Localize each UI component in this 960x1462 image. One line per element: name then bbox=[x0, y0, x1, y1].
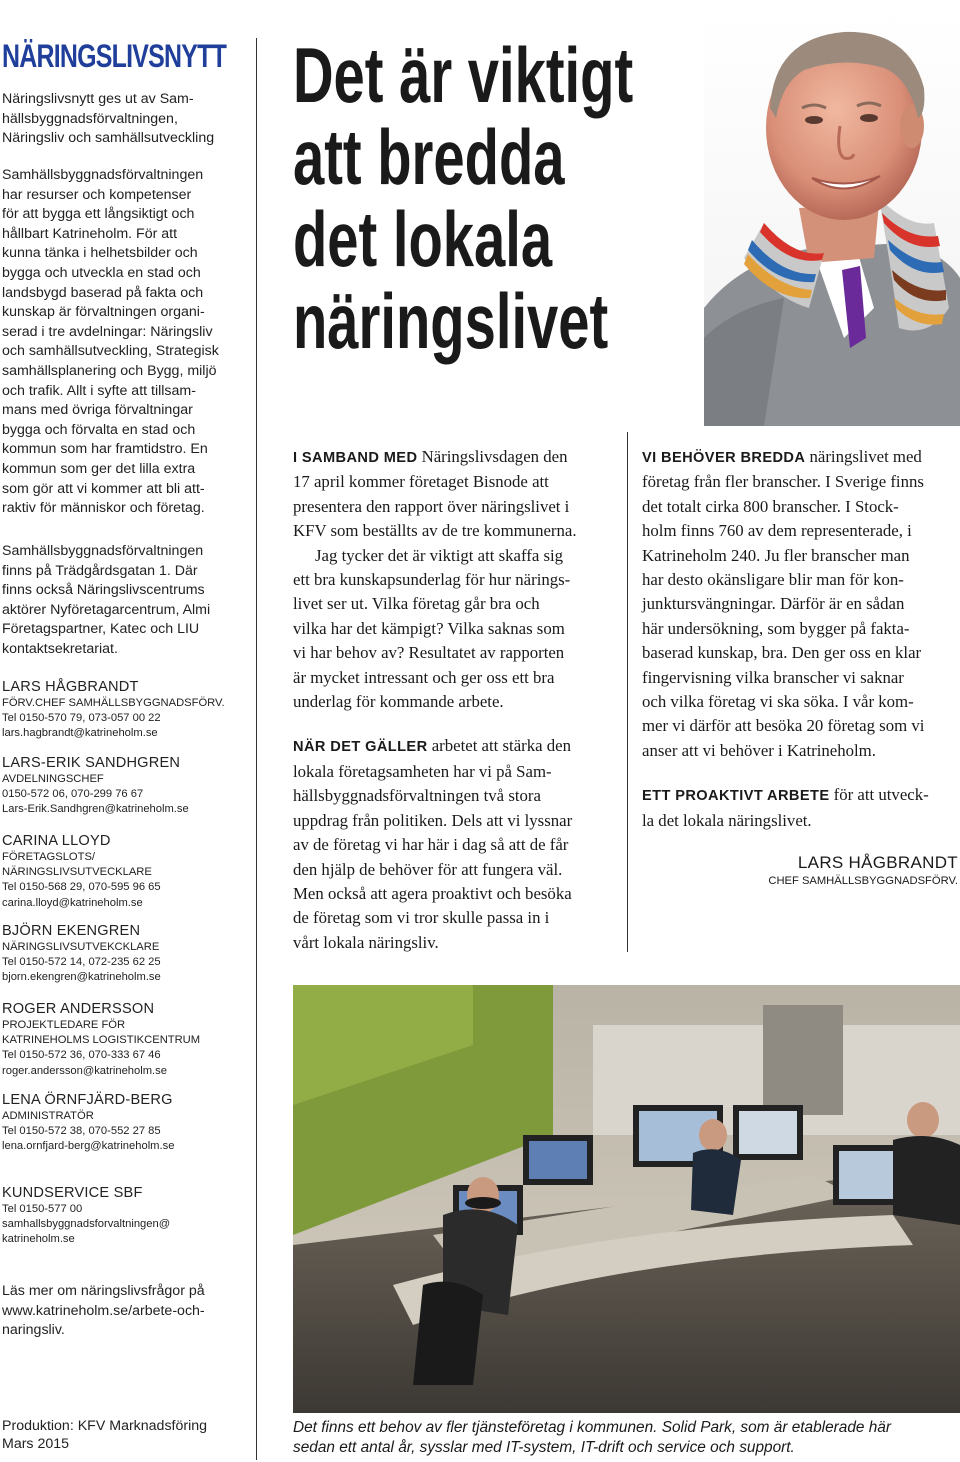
text-line: KFV som beställts av de tre kommunerna. bbox=[293, 521, 577, 541]
intro-line: Näringsliv och samhällsutveckling bbox=[2, 130, 215, 147]
text-line: livet ser ut. Vilka företag går bra och bbox=[293, 594, 540, 614]
contact-title: FÖRV.CHEF SAMHÄLLSBYGGNADSFÖRV. bbox=[2, 697, 225, 709]
contact-card bbox=[2, 832, 161, 911]
text-line: företag från fler branscher. I Sverige finns bbox=[642, 472, 924, 492]
contact-name: LARS-ERIK SANDHGREN bbox=[2, 755, 181, 771]
text-line: vilka har det kämpigt? Vilka saknas som bbox=[293, 618, 565, 638]
contact-phone: Tel 0150-577 00 bbox=[2, 1203, 83, 1215]
text-line: har desto okänsligare blir man för kon- bbox=[642, 570, 904, 590]
location-line: Samhällsbyggnadsförvaltningen bbox=[2, 543, 204, 559]
text-line: det totalt cirka 800 branscher. I Stock- bbox=[642, 496, 899, 516]
portrait-photo bbox=[704, 8, 960, 426]
body-line: kommun som har framtidstro. En bbox=[2, 441, 208, 458]
text-line: för att utveck- bbox=[829, 785, 929, 805]
body-line: serad i tre avdelningar: Näringsliv bbox=[2, 323, 213, 340]
body-line: och trafik. Allt i syfte att tillsam- bbox=[2, 382, 196, 399]
body-line: mans med övriga förvaltningar bbox=[2, 402, 193, 419]
contact-title: FÖRETAGSLOTS/ bbox=[2, 851, 96, 863]
office-photo bbox=[293, 985, 960, 1413]
text-line: här undersökning, som bygger på fakta- bbox=[642, 618, 910, 638]
text-line: uppdrag från politiken. Dels att vi lyssnar bbox=[293, 810, 573, 830]
contact-phone: Tel 0150-572 38, 070-552 27 85 bbox=[2, 1125, 161, 1138]
contact-email[interactable]: katrineholm.se bbox=[2, 1233, 75, 1246]
contact-title: NÄRINGSLIVSUTVEKCKLARE bbox=[2, 941, 160, 953]
read-more-link[interactable]: naringsliv. bbox=[2, 1322, 65, 1339]
article-column-1 bbox=[293, 445, 615, 955]
photo-caption bbox=[293, 1418, 960, 1458]
text-line: av de företag vi har här i dag så att de får bbox=[293, 835, 569, 855]
text-line: hällsbyggnadsförvaltningen två stora bbox=[293, 786, 541, 806]
contact-email[interactable]: samhallsbyggnadsforvaltningen@ bbox=[2, 1218, 171, 1231]
contact-name: LARS HÅGBRANDT bbox=[2, 679, 139, 695]
text-line: holm finns 760 av dem representerade, i bbox=[642, 521, 912, 541]
credits-line: Mars 2015 bbox=[2, 1435, 70, 1452]
text-line: la det lokala näringslivet. bbox=[642, 810, 812, 830]
paragraph-lead: NÄR DET GÄLLER bbox=[293, 739, 428, 756]
text-line: näringslivet med bbox=[805, 447, 922, 466]
text-line: Näringslivsdagen den bbox=[417, 447, 568, 466]
location-line: finns också Näringslivscentrums bbox=[2, 582, 205, 599]
paragraph bbox=[642, 783, 960, 833]
contact-phone: 0150-572 06, 070-299 76 67 bbox=[2, 788, 144, 801]
body-line: och samhällsutveckling, Strategisk bbox=[2, 343, 219, 360]
contact-name: KUNDSERVICE SBF bbox=[2, 1185, 143, 1201]
text-line: arbetet att stärka den bbox=[427, 736, 572, 756]
credits-line: Produktion: KFV Marknadsföring bbox=[2, 1418, 208, 1434]
contact-email[interactable]: bjorn.ekengren@katrineholm.se bbox=[2, 971, 161, 984]
body-line: kommun som ger det lilla extra bbox=[2, 460, 196, 477]
text-line: fingervisning vilka branscher vi saknar bbox=[642, 667, 904, 687]
contact-name: ROGER ANDERSSON bbox=[2, 1001, 155, 1017]
headline-line: näringslivet bbox=[293, 277, 609, 365]
text-line: och vilka företag vi ska söka. I vår kom- bbox=[642, 692, 914, 712]
location-line: aktörer Nyföretagarcentrum, Almi bbox=[2, 601, 211, 618]
body-line: landsbygd baserad på fakta och bbox=[2, 284, 204, 301]
masthead: NÄRINGSLIVSNYTT bbox=[2, 38, 227, 74]
text-line: Jag tycker det är viktigt att skaffa sig bbox=[315, 545, 564, 565]
contact-phone: Tel 0150-572 36, 070-333 67 46 bbox=[2, 1049, 161, 1062]
text-line: lokala företagsamheten har vi på Sam- bbox=[293, 761, 552, 781]
paragraph bbox=[293, 544, 615, 715]
paragraph-lead: ETT PROAKTIVT ARBETE bbox=[642, 788, 830, 805]
sidebar bbox=[0, 0, 240, 1462]
contact-email[interactable]: roger.andersson@katrineholm.se bbox=[2, 1064, 167, 1077]
contact-title: AVDELNINGSCHEF bbox=[2, 773, 104, 785]
body-line: för att bygga ett långsiktigt och bbox=[2, 206, 195, 223]
read-more-line: Läs mer om näringslivsfrågor på bbox=[2, 1283, 205, 1299]
body-line: samhällsplanering och Bygg, miljö bbox=[2, 362, 217, 379]
headline-line: det lokala bbox=[293, 195, 553, 283]
text-line: Katrineholm 240. Ju fler branscher man bbox=[642, 545, 910, 565]
body-line: bygga och utveckla en stad och bbox=[2, 264, 201, 281]
credits bbox=[2, 1418, 238, 1453]
location-line: finns på Trädgårdsgatan 1. Där bbox=[2, 562, 198, 579]
body-line: kunna tänka i helhetsbilder och bbox=[2, 245, 198, 262]
contact-card bbox=[2, 1184, 170, 1248]
text-line: anser att vi behöver i Katrineholm. bbox=[642, 740, 876, 760]
intro-line: hällsbyggnadsförvaltningen, bbox=[2, 110, 178, 127]
contact-name: CARINA LLOYD bbox=[2, 833, 111, 849]
contact-title: PROJEKTLEDARE FÖR bbox=[2, 1019, 126, 1031]
paragraph bbox=[293, 445, 615, 544]
headline-line: att bredda bbox=[293, 113, 565, 201]
contact-phone: Tel 0150-572 14, 072-235 62 25 bbox=[2, 956, 161, 969]
intro-text bbox=[2, 90, 238, 149]
author-signature bbox=[768, 852, 958, 889]
body-line: bygga och förvalta en stad och bbox=[2, 421, 196, 438]
contact-email[interactable]: lars.hagbrandt@katrineholm.se bbox=[2, 727, 158, 740]
author-title: CHEF SAMHÄLLSBYGGNADSFÖRV. bbox=[768, 875, 958, 887]
text-line: Men också att agera proaktivt och besöka bbox=[293, 883, 572, 903]
contact-name: LENA ÖRNFJÄRD-BERG bbox=[2, 1092, 173, 1108]
contact-phone: Tel 0150-570 79, 073-057 00 22 bbox=[2, 712, 161, 725]
contact-email[interactable]: carina.lloyd@katrineholm.se bbox=[2, 896, 143, 909]
text-line: 17 april kommer företaget Bisnode att bbox=[293, 472, 549, 492]
location-line: kontaktsekretariat. bbox=[2, 640, 118, 657]
body-line: som gör att vi kommer att bli att- bbox=[2, 480, 205, 497]
intro-line: Näringslivsnytt ges ut av Sam- bbox=[2, 91, 194, 107]
contact-email[interactable]: Lars-Erik.Sandhgren@katrineholm.se bbox=[2, 803, 189, 816]
text-line: de företag som vi tror skulle passa in i bbox=[293, 908, 550, 928]
text-line: den hjälp de behöver för att fungera väl. bbox=[293, 859, 563, 879]
author-name: LARS HÅGBRANDT bbox=[797, 853, 958, 872]
read-more bbox=[2, 1282, 238, 1341]
text-line: underlag för kommande arbete. bbox=[293, 692, 504, 712]
body-line: hållbart Katrineholm. För att bbox=[2, 225, 178, 242]
paragraph bbox=[642, 445, 960, 763]
department-description bbox=[2, 166, 238, 519]
contact-card bbox=[2, 678, 225, 742]
contact-card bbox=[2, 1091, 174, 1155]
body-line: kunskap är förvaltningen organi- bbox=[2, 304, 205, 321]
caption-line: sedan ett antal år, sysslar med IT-system, IT-drift och service och support. bbox=[293, 1439, 795, 1456]
location-line: Företagspartner, Katec och LIU bbox=[2, 621, 200, 638]
contact-phone: Tel 0150-568 29, 070-595 96 65 bbox=[2, 881, 161, 894]
contact-card bbox=[2, 754, 189, 818]
location-text bbox=[2, 542, 238, 660]
text-line: vi har behov av? Resultatet av rapporten bbox=[293, 643, 565, 663]
paragraph-lead: I SAMBAND MED bbox=[293, 450, 418, 466]
column-divider bbox=[256, 38, 257, 1460]
body-line: Samhällsbyggnadsförvaltningen bbox=[2, 167, 204, 183]
caption-line: Det finns ett behov av fler tjänsteföretag i kommunen. Solid Park, som är etablerade här bbox=[293, 1419, 891, 1436]
paragraph-lead: VI BEHÖVER BREDDA bbox=[642, 450, 806, 466]
contact-title: ADMINISTRATÖR bbox=[2, 1110, 94, 1122]
column-divider bbox=[627, 432, 628, 952]
text-line: vårt lokala näringsliv. bbox=[293, 932, 439, 952]
contact-email[interactable]: lena.ornfjard-berg@katrineholm.se bbox=[2, 1140, 175, 1153]
text-line: ett bra kunskapsunderlag för hur närings- bbox=[293, 570, 571, 590]
contact-title: NÄRINGSLIVSUTVECKLARE bbox=[2, 866, 152, 879]
article-column-2 bbox=[642, 445, 960, 833]
contact-card bbox=[2, 922, 161, 986]
text-line: mer vi därför att besöka 20 företag som vi bbox=[642, 716, 925, 736]
text-line: junktursvängningar. Därför är en sådan bbox=[642, 594, 905, 614]
body-line: raktiv för människor och företag. bbox=[2, 500, 205, 517]
contact-card bbox=[2, 1000, 200, 1079]
text-line: baserad kunskap, bra. Den ger oss en klar bbox=[642, 643, 922, 663]
contact-name: BJÖRN EKENGREN bbox=[2, 923, 141, 939]
text-line: är mycket intressant och ger oss ett bra bbox=[293, 667, 555, 687]
read-more-link[interactable]: www.katrineholm.se/arbete-och- bbox=[2, 1302, 205, 1319]
paragraph bbox=[293, 734, 615, 955]
contact-title: KATRINEHOLMS LOGISTIKCENTRUM bbox=[2, 1034, 201, 1047]
text-line: presentera den rapport över näringslivet i bbox=[293, 496, 570, 516]
headline bbox=[293, 31, 634, 365]
headline-line: Det är viktigt bbox=[293, 31, 634, 119]
body-line: har resurser och kompetenser bbox=[2, 186, 192, 203]
